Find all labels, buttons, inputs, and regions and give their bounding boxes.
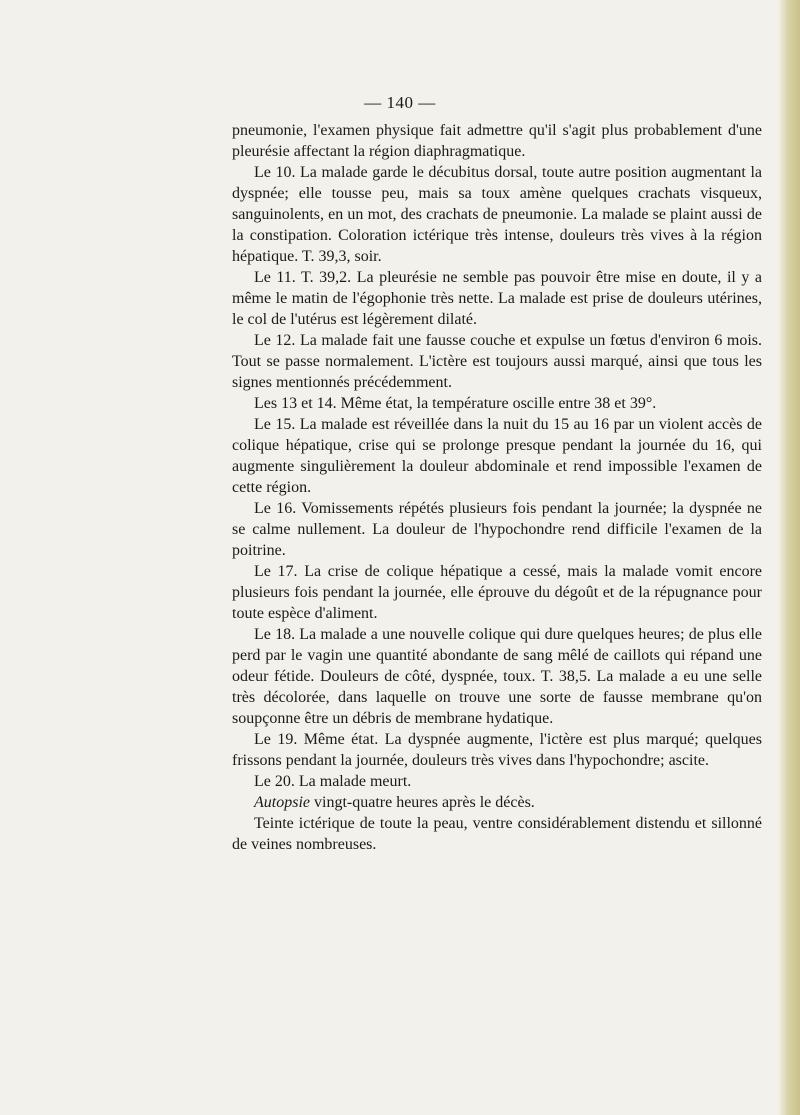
paragraph-day-11: Le 11. T. 39,2. La pleurésie ne semble pas pouvoir être mise en doute, il y a même le matin de l'égophonie très nette. La malade est prise de douleurs utérines, le col de l'utérus est légèrement dilaté. [232,269,762,328]
page-edge-shadow [778,0,800,1115]
paragraph-day-17: Le 17. La crise de colique hépatique a cessé, mais la malade vomit encore plusieurs fois pendant la journée, elle éprouve du dégoût et de la répugnance pour toute espèce d'aliment. [232,563,762,622]
paragraph-day-18: Le 18. La malade a une nouvelle colique qui dure quelques heures; de plus elle perd par le vagin une quantité abondante de sang mêlé de caillots qui répand une odeur fétide. Douleurs de côté, dyspnée, toux. T. 38,5. La malade a eu une selle très décolorée, dans laquelle on trouve une sorte de fausse membrane qu'on soupçonne être un débris de membrane hydatique. [232,626,762,727]
paragraph-day-15: Le 15. La malade est réveillée dans la nuit du 15 au 16 par un violent accès de colique hépatique, crise qui se prolonge presque pendant la journée du 16, qui augmente singulièrement la douleur abdominale et rend impossible l'examen de cette région. [232,416,762,496]
page-number: — 140 — [364,93,436,112]
paragraph-day-16: Le 16. Vomissements répétés plusieurs fois pendant la journée; la dyspnée ne se calme nullement. La douleur de l'hypochondre rend difficile l'examen de la poitrine. [232,500,762,559]
paragraph-continuation: pneumonie, l'examen physique fait admettre qu'il s'agit plus probablement d'une pleurésie affectant la région diaphragmatique. [232,122,762,160]
paragraph-day-20: Le 20. La malade meurt. [254,773,412,790]
paragraph-day-19: Le 19. Même état. La dyspnée augmente, l'ictère est plus marqué; quelques frissons pendant la journée, douleurs très vives dans l'hypochondre; ascite. [232,731,762,769]
paragraph-day-13-14: Les 13 et 14. Même état, la température oscille entre 38 et 39°. [254,395,657,412]
autopsy-label: Autopsie [254,794,310,811]
paragraph-closing: Teinte ictérique de toute la peau, ventre considérablement distendu et sillonné de veines nombreuses. [232,815,762,853]
paragraph-autopsy [232,792,762,813]
body-text [232,120,762,855]
paragraph-day-10: Le 10. La malade garde le décubitus dorsal, toute autre position augmentant la dyspnée; elle tousse peu, mais sa toux amène quelques crachats visqueux, sanguinolents, en un mot, des crachats de pneumonie. La malade se plaint aussi de la constipation. Coloration ictérique très intense, douleurs très vives à la région hépatique. T. 39,3, soir. [232,164,762,265]
autopsy-text: vingt-quatre heures après le décès. [310,794,535,811]
paragraph-day-12: Le 12. La malade fait une fausse couche et expulse un fœtus d'environ 6 mois. Tout se passe normalement. L'ictère est toujours aussi marqué, ainsi que tous les signes mentionnés précédemment. [232,332,762,391]
